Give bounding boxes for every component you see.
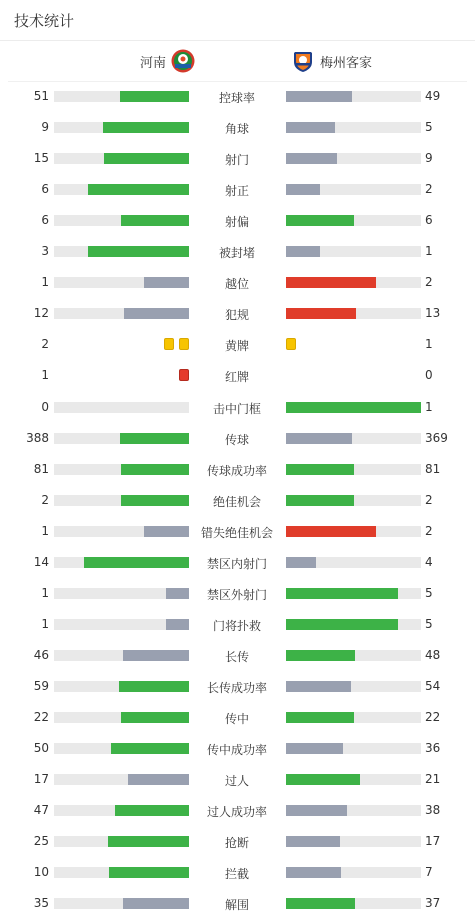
away-stat-value: 48 bbox=[425, 647, 441, 662]
team-header bbox=[8, 41, 467, 82]
stat-row bbox=[0, 175, 475, 206]
away-stat-value: 5 bbox=[425, 585, 433, 600]
home-stat-bar bbox=[54, 650, 189, 661]
away-stat-bar-fill bbox=[286, 277, 376, 288]
stat-row bbox=[0, 796, 475, 827]
home-stat-bar-fill bbox=[166, 588, 189, 599]
stat-row bbox=[0, 579, 475, 610]
away-stat-value: 1 bbox=[425, 244, 433, 259]
stat-row bbox=[0, 268, 475, 299]
stat-row bbox=[0, 641, 475, 672]
away-stat-value: 54 bbox=[425, 678, 441, 693]
home-stat-value: 51 bbox=[33, 89, 49, 103]
home-stat-value: 1 bbox=[41, 275, 49, 290]
home-stat-value: 46 bbox=[33, 647, 49, 662]
home-stat-bar-fill bbox=[123, 898, 189, 909]
stat-row bbox=[0, 206, 475, 237]
away-stat-bar-fill bbox=[286, 495, 354, 506]
away-stat-bar-fill bbox=[286, 153, 337, 164]
home-stat-bar bbox=[54, 743, 189, 754]
away-stat-bar bbox=[286, 433, 421, 444]
stat-label: 拦截 bbox=[224, 867, 249, 882]
stat-label: 传球成功率 bbox=[206, 463, 267, 478]
home-stat-bar bbox=[54, 712, 189, 723]
away-stat-value: 2 bbox=[425, 182, 433, 197]
stat-row bbox=[0, 610, 475, 641]
home-stat-bar bbox=[54, 215, 189, 226]
away-stat-value: 0 bbox=[425, 368, 433, 383]
home-stat-bar-fill bbox=[166, 619, 189, 630]
home-stat-bar bbox=[54, 246, 189, 257]
stat-label: 黄牌 bbox=[224, 339, 249, 354]
away-stat-value: 38 bbox=[425, 803, 441, 818]
stat-label: 击中门框 bbox=[212, 401, 261, 416]
home-stat-bar-fill bbox=[128, 774, 189, 785]
header bbox=[0, 0, 475, 41]
stat-row bbox=[0, 361, 475, 392]
home-stat-bar-fill bbox=[84, 557, 189, 568]
stat-row bbox=[0, 82, 475, 113]
away-stat-bar bbox=[286, 650, 421, 661]
home-stat-bar-fill bbox=[124, 308, 189, 319]
away-stat-bar bbox=[286, 308, 421, 319]
stat-label: 过人成功率 bbox=[206, 805, 267, 820]
away-stat-bar-fill bbox=[286, 308, 356, 319]
home-stat-bar-fill bbox=[121, 215, 189, 226]
home-stat-value: 50 bbox=[33, 741, 49, 756]
stat-row bbox=[0, 858, 475, 889]
meizhou-hakka-club-logo-icon bbox=[291, 49, 315, 73]
away-stat-bar-fill bbox=[286, 867, 341, 878]
home-stat-bar-fill bbox=[104, 153, 189, 164]
home-stat-value: 81 bbox=[33, 461, 49, 476]
page-title: 技术统计 bbox=[14, 12, 75, 30]
away-stat-value: 9 bbox=[425, 151, 433, 166]
home-stat-bar bbox=[54, 805, 189, 816]
away-stat-bar bbox=[286, 122, 421, 133]
home-stat-value: 6 bbox=[41, 182, 49, 197]
away-stat-value: 81 bbox=[425, 461, 441, 476]
stat-label: 禁区内射门 bbox=[206, 556, 267, 571]
stat-label: 解围 bbox=[224, 898, 249, 913]
home-team[interactable] bbox=[140, 41, 195, 81]
stat-row bbox=[0, 827, 475, 858]
home-stat-value: 1 bbox=[41, 616, 49, 631]
home-stat-bar bbox=[54, 557, 189, 568]
away-stat-bar-fill bbox=[286, 526, 376, 537]
home-stat-value: 14 bbox=[33, 554, 49, 569]
home-stat-bar bbox=[54, 681, 189, 692]
away-stat-value: 2 bbox=[425, 523, 433, 538]
red-card-icon bbox=[179, 369, 189, 381]
away-stat-bar bbox=[286, 898, 421, 909]
home-stat-bar bbox=[54, 836, 189, 847]
stat-label: 被封堵 bbox=[218, 246, 255, 261]
home-stat-value: 2 bbox=[41, 337, 49, 352]
away-stat-value: 21 bbox=[425, 772, 441, 787]
stat-label: 射正 bbox=[224, 184, 249, 199]
away-stat-value: 7 bbox=[425, 865, 433, 880]
away-stat-bar bbox=[286, 743, 421, 754]
away-stat-bar-fill bbox=[286, 557, 316, 568]
home-team-name: 河南 bbox=[139, 55, 166, 71]
away-stat-bar bbox=[286, 402, 421, 413]
away-stat-value: 36 bbox=[425, 741, 441, 756]
away-stat-bar-fill bbox=[286, 650, 355, 661]
stat-row bbox=[0, 144, 475, 175]
away-stat-value: 4 bbox=[425, 554, 433, 569]
home-stat-bar-fill bbox=[108, 836, 189, 847]
home-stat-bar-fill bbox=[120, 91, 189, 102]
home-stat-bar-fill bbox=[121, 495, 189, 506]
home-stat-value: 10 bbox=[33, 865, 49, 880]
away-stat-bar-fill bbox=[286, 774, 360, 785]
away-stat-bar-fill bbox=[286, 805, 347, 816]
home-stat-bar-fill bbox=[119, 681, 189, 692]
away-stat-bar-fill bbox=[286, 464, 354, 475]
away-stat-bar-fill bbox=[286, 681, 351, 692]
away-stat-value: 22 bbox=[425, 710, 441, 724]
stat-row bbox=[0, 517, 475, 548]
stat-label: 长传成功率 bbox=[206, 680, 267, 695]
henan-club-logo-icon bbox=[171, 49, 195, 73]
home-stat-bar bbox=[54, 588, 189, 599]
away-stat-value: 5 bbox=[425, 616, 433, 631]
away-stat-bar-fill bbox=[286, 619, 398, 630]
stat-label: 犯规 bbox=[224, 308, 249, 323]
stat-label: 越位 bbox=[224, 277, 249, 292]
home-stat-value: 6 bbox=[41, 213, 49, 228]
stat-label: 射门 bbox=[224, 153, 249, 168]
stat-label: 禁区外射门 bbox=[206, 587, 267, 602]
home-stat-bar-fill bbox=[88, 246, 189, 257]
home-stat-bar-fill bbox=[123, 650, 189, 661]
home-stat-bar bbox=[54, 184, 189, 195]
home-stat-bar-fill bbox=[109, 867, 189, 878]
away-stat-value: 13 bbox=[425, 306, 441, 321]
away-stat-bar bbox=[286, 184, 421, 195]
stat-label: 传中 bbox=[224, 712, 249, 726]
away-stat-bar bbox=[286, 526, 421, 537]
stat-row bbox=[0, 889, 475, 920]
home-stat-bar-fill bbox=[144, 526, 189, 537]
stat-row bbox=[0, 548, 475, 579]
home-stat-bar bbox=[54, 433, 189, 444]
stat-label: 角球 bbox=[224, 122, 249, 137]
away-stat-bar-fill bbox=[286, 91, 352, 102]
home-stat-bar bbox=[54, 402, 189, 413]
home-stat-bar bbox=[54, 619, 189, 630]
home-stat-value: 59 bbox=[33, 678, 49, 693]
away-stat-bar bbox=[286, 495, 421, 506]
home-stat-bar bbox=[54, 91, 189, 102]
stat-row bbox=[0, 672, 475, 703]
away-stat-bar bbox=[286, 215, 421, 226]
yellow-card-icon bbox=[286, 338, 296, 350]
home-stat-bar bbox=[54, 464, 189, 475]
home-stat-bar-fill bbox=[144, 277, 189, 288]
away-stat-bar-fill bbox=[286, 898, 355, 909]
away-stat-value: 5 bbox=[425, 120, 433, 135]
stat-row bbox=[0, 765, 475, 796]
stat-row bbox=[0, 330, 475, 361]
home-stat-bar-fill bbox=[121, 464, 189, 475]
away-stat-bar-fill bbox=[286, 215, 354, 226]
away-stat-bar bbox=[286, 464, 421, 475]
away-stat-bar bbox=[286, 619, 421, 630]
away-stat-value: 1 bbox=[425, 399, 433, 414]
away-stat-bar-fill bbox=[286, 433, 352, 444]
home-stat-value: 15 bbox=[33, 151, 49, 166]
stat-row bbox=[0, 393, 475, 424]
home-stat-bar bbox=[54, 774, 189, 785]
home-stat-bar bbox=[54, 122, 189, 133]
home-stat-value: 3 bbox=[41, 244, 49, 259]
home-stat-value: 17 bbox=[33, 772, 49, 787]
away-stat-value: 2 bbox=[425, 275, 433, 290]
stat-label: 控球率 bbox=[218, 91, 255, 105]
home-stat-bar-fill bbox=[115, 805, 189, 816]
away-stat-bar bbox=[286, 867, 421, 878]
away-stat-bar bbox=[286, 557, 421, 568]
away-stat-bar-fill bbox=[286, 402, 421, 413]
home-stat-bar-fill bbox=[88, 184, 189, 195]
home-stat-bar bbox=[54, 308, 189, 319]
yellow-card-icon bbox=[164, 338, 174, 350]
stat-label: 抢断 bbox=[224, 836, 249, 851]
home-stat-value: 0 bbox=[41, 399, 49, 414]
away-stat-value: 6 bbox=[425, 213, 433, 228]
away-team[interactable] bbox=[291, 41, 372, 81]
home-stat-bar bbox=[54, 867, 189, 878]
home-stat-value: 9 bbox=[41, 120, 49, 135]
stat-row bbox=[0, 734, 475, 765]
away-stat-bar-fill bbox=[286, 122, 335, 133]
away-stat-bar bbox=[286, 681, 421, 692]
away-stat-bar-fill bbox=[286, 184, 320, 195]
home-stat-bar bbox=[54, 153, 189, 164]
away-stat-bar bbox=[286, 712, 421, 723]
away-stat-bar bbox=[286, 277, 421, 288]
away-stat-value: 37 bbox=[425, 896, 441, 911]
home-stat-value: 25 bbox=[33, 834, 49, 849]
stat-label: 传中成功率 bbox=[206, 743, 267, 758]
away-stat-value: 49 bbox=[425, 89, 441, 103]
stat-label: 红牌 bbox=[224, 370, 249, 385]
stat-label: 传球 bbox=[224, 432, 249, 447]
home-stat-value: 35 bbox=[33, 896, 49, 911]
stat-row bbox=[0, 703, 475, 734]
yellow-card-icon bbox=[179, 338, 189, 350]
stat-row bbox=[0, 299, 475, 330]
stat-label: 错失绝佳机会 bbox=[200, 525, 273, 540]
home-stat-bar bbox=[54, 526, 189, 537]
stat-row bbox=[0, 237, 475, 268]
away-stat-bar-fill bbox=[286, 836, 340, 847]
home-stat-bar-fill bbox=[120, 433, 189, 444]
stat-row bbox=[0, 486, 475, 517]
away-stat-bar-fill bbox=[286, 712, 354, 723]
away-stat-bar bbox=[286, 246, 421, 257]
home-stat-bar bbox=[54, 495, 189, 506]
home-stat-value: 2 bbox=[41, 492, 49, 507]
home-stat-value: 1 bbox=[41, 523, 49, 538]
home-stat-bar bbox=[54, 898, 189, 909]
home-stat-value: 22 bbox=[33, 710, 49, 724]
stat-label: 绝佳机会 bbox=[212, 494, 261, 509]
away-stat-bar bbox=[286, 91, 421, 102]
stat-label: 门将扑救 bbox=[212, 618, 261, 633]
away-stat-value: 17 bbox=[425, 834, 441, 849]
home-stat-value: 1 bbox=[41, 368, 49, 383]
away-stat-bar bbox=[286, 153, 421, 164]
home-stat-value: 47 bbox=[33, 803, 49, 818]
home-stat-bar-fill bbox=[121, 712, 189, 723]
away-stat-bar bbox=[286, 805, 421, 816]
stat-row bbox=[0, 113, 475, 144]
away-stat-bar bbox=[286, 836, 421, 847]
stat-label: 长传 bbox=[224, 649, 249, 664]
home-stat-bar-fill bbox=[111, 743, 189, 754]
stat-label: 过人 bbox=[224, 774, 249, 789]
home-stat-bar-fill bbox=[103, 122, 189, 133]
home-stat-value: 1 bbox=[41, 585, 49, 600]
home-stat-value: 388 bbox=[26, 430, 49, 445]
stat-row bbox=[0, 424, 475, 455]
away-stat-value: 1 bbox=[425, 337, 433, 352]
stat-label: 射偏 bbox=[224, 215, 249, 230]
home-stat-value: 12 bbox=[33, 306, 49, 321]
away-stat-bar bbox=[286, 588, 421, 599]
stat-row bbox=[0, 455, 475, 486]
away-stat-bar-fill bbox=[286, 743, 343, 754]
away-stat-bar-fill bbox=[286, 588, 398, 599]
away-stat-bar bbox=[286, 774, 421, 785]
away-team-name: 梅州客家 bbox=[320, 55, 373, 71]
away-stat-bar-fill bbox=[286, 246, 320, 257]
away-stat-value: 2 bbox=[425, 492, 433, 507]
home-stat-bar bbox=[54, 277, 189, 288]
away-stat-value: 369 bbox=[425, 430, 448, 445]
